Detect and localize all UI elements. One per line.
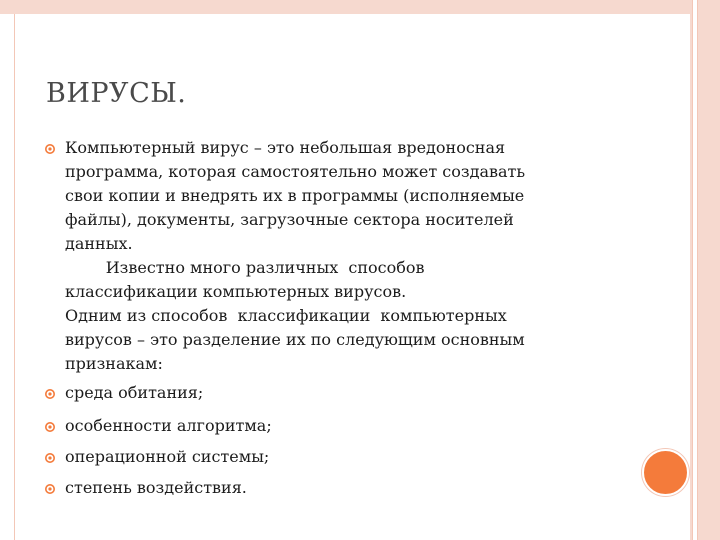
ring-bullet-icon bbox=[44, 483, 56, 495]
ring-bullet-icon bbox=[44, 452, 56, 464]
bullet-item-impact bbox=[44, 476, 644, 500]
ring-bullet-icon bbox=[44, 388, 56, 400]
ring-bullet-icon bbox=[44, 421, 56, 433]
item-text: среда обитания; bbox=[65, 383, 204, 402]
text-line: Известно много различных способов bbox=[65, 258, 425, 277]
slide-body bbox=[44, 136, 644, 500]
text-line: файлы), документы, загрузочные сектора носителей bbox=[65, 210, 514, 229]
definition-text bbox=[65, 136, 644, 376]
bullet-item-habitat bbox=[44, 381, 644, 405]
slide-frame-left-line bbox=[14, 14, 15, 540]
text-line: Одним из способов классификации компьютерных bbox=[65, 306, 507, 325]
slide-frame-right-stripe bbox=[692, 0, 698, 540]
item-text: операционной системы; bbox=[65, 447, 270, 466]
text-line: программа, которая самостоятельно может создавать bbox=[65, 162, 526, 181]
text-line: признакам: bbox=[65, 354, 163, 373]
slide-frame-top bbox=[0, 0, 720, 14]
ring-bullet-icon bbox=[44, 143, 56, 155]
text-line: Компьютерный вирус – это небольшая вредоносная bbox=[65, 138, 506, 157]
item-text: особенности алгоритма; bbox=[65, 416, 272, 435]
item-text: степень воздействия. bbox=[65, 478, 247, 497]
bullet-item-definition bbox=[44, 136, 644, 376]
text-line: классификации компьютерных вирусов. bbox=[65, 282, 407, 301]
bullet-item-algorithm bbox=[44, 414, 644, 438]
slide-title: ВИРУСЫ. bbox=[46, 78, 187, 109]
text-line: вирусов – это разделение их по следующим основным bbox=[65, 330, 525, 349]
text-line: данных. bbox=[65, 234, 133, 253]
text-line: свои копии и внедрять их в программы (исполняемые bbox=[65, 186, 525, 205]
decorative-orange-circle bbox=[642, 449, 689, 496]
bullet-item-os bbox=[44, 445, 644, 469]
